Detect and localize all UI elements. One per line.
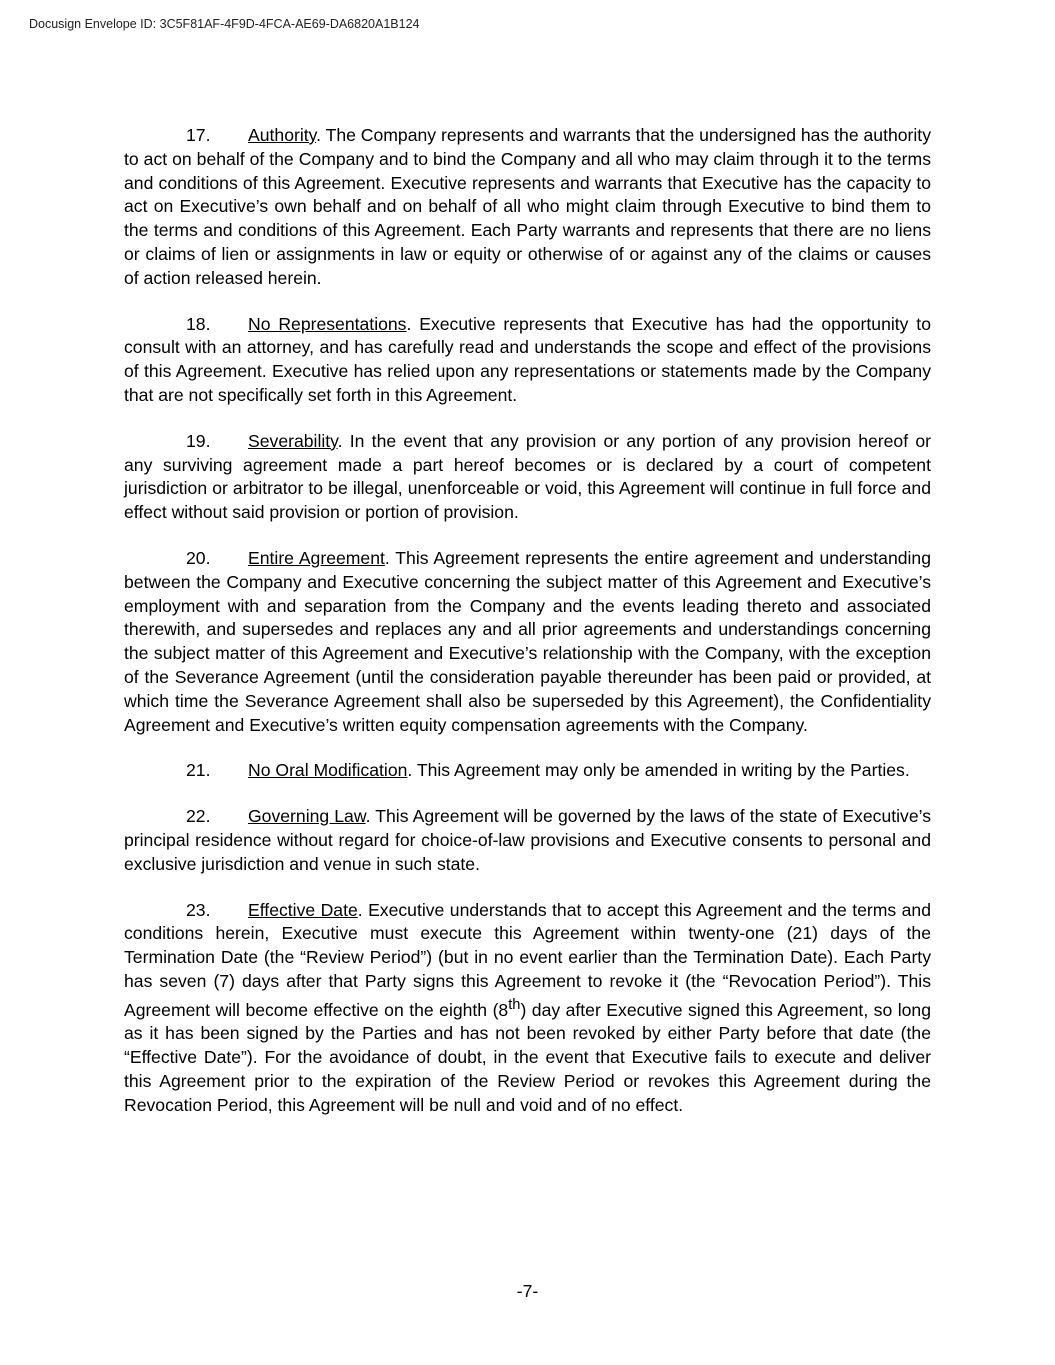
section-21 [124, 759, 931, 783]
section-number: 20. [186, 547, 211, 568]
section-heading: Severability [248, 430, 338, 451]
section-heading: Governing Law [248, 806, 366, 827]
docusign-envelope-id: Docusign Envelope ID: 3C5F81AF-4F9D-4FCA-AE69-DA6820A1B124 [29, 17, 420, 31]
section-heading: Authority [248, 125, 317, 145]
ordinal-superscript: th [508, 996, 521, 1013]
section-heading: No Representations [248, 313, 407, 334]
section-text: . This Agreement will be governed by the laws of the state of Executive’s principal residence without regard for choice-of-law provisions and Executive consents to personal and exclusive jurisdiction and venue in such state. [124, 806, 931, 874]
section-number: 18. [186, 313, 211, 334]
section-text: . This Agreement represents the entire agreement and understanding between the Company and Executive concerning the subject matter of this Agreement and Executive’s employment with and separation from the Company and the events leading thereto and associated therewith, and supersedes and replaces any and all prior agreements and understandings concerning the subject matter of this Agreement and Executive’s relationship with the Company, with the exception of the Severance Agreement (until the consideration payable thereunder has been paid or provided, at which time the Severance Agreement shall also be superseded by this Agreement), the Confidentiality Agreement and Executive’s written equity compensation agreements with the Company. [124, 547, 931, 735]
section-heading: Entire Agreement [248, 547, 385, 568]
section-text: . In the event that any provision or any portion of any provision hereof or any surviving agreement made a part hereof becomes or is declared by a court of competent jurisdiction or arbitrator to be illegal, unenforceable or void, this Agreement will continue in full force and effect without said provision or portion of provision. [124, 430, 931, 523]
section-heading: Effective Date [248, 899, 358, 920]
section-text: . Executive represents that Executive has had the opportunity to consult with an attorney, and has carefully read and understands the scope and effect of the provisions of this Agreement. Executive has relied upon any representations or statements made by the Company that are not specifically set forth in this Agreement. [124, 313, 931, 405]
section-number: 17. [186, 125, 211, 145]
section-20 [124, 547, 931, 737]
page-number: -7- [516, 1281, 539, 1301]
section-number: 22. [186, 806, 211, 827]
section-18 [124, 313, 931, 408]
document-body [124, 124, 931, 1140]
section-23 [124, 899, 931, 1118]
section-number: 21. [186, 760, 211, 781]
section-heading: No Oral Modification [248, 760, 408, 781]
section-text: . Executive understands that to accept this Agreement and the terms and conditions herein, Executive must execute this Agreement within twenty-one (21) days of the Termination Date (the “Review Period”) (but in no event earlier than the Termination Date). Each Party has seven (7) days after that Party signs this Agreement to revoke it (the “Revocation Period”). This Agreement will become effective on the eighth (8 [124, 899, 931, 1020]
section-19 [124, 430, 931, 525]
section-text: . The Company represents and warrants that the undersigned has the authority to act on behalf of the Company and to bind the Company and all who may claim through it to the terms and conditions of this Agreement. Executive represents and warrants that Executive has the capacity to act on Executive’s own behalf and on behalf of all who might claim through Executive to bind them to the terms and conditions of this Agreement. Each Party warrants and represents that there are no liens or claims of lien or assignments in law or equity or otherwise of or against any of the claims or causes of action released herein. [124, 125, 931, 288]
section-text: . This Agreement may only be amended in writing by the Parties. [407, 760, 910, 781]
section-number: 23. [186, 899, 211, 920]
section-22 [124, 805, 931, 876]
section-number: 19. [186, 430, 211, 451]
section-17 [124, 124, 931, 291]
section-text-continued: ) day after Executive signed this Agreement, so long as it has been signed by the Parties and has not been revoked by either Party before that date (the “Effective Date”). For the avoidance of doubt, in the event that Executive fails to execute and deliver this Agreement prior to the expiration of the Review Period or revokes this Agreement during the Revocation Period, this Agreement will be null and void and of no effect. [124, 999, 931, 1115]
